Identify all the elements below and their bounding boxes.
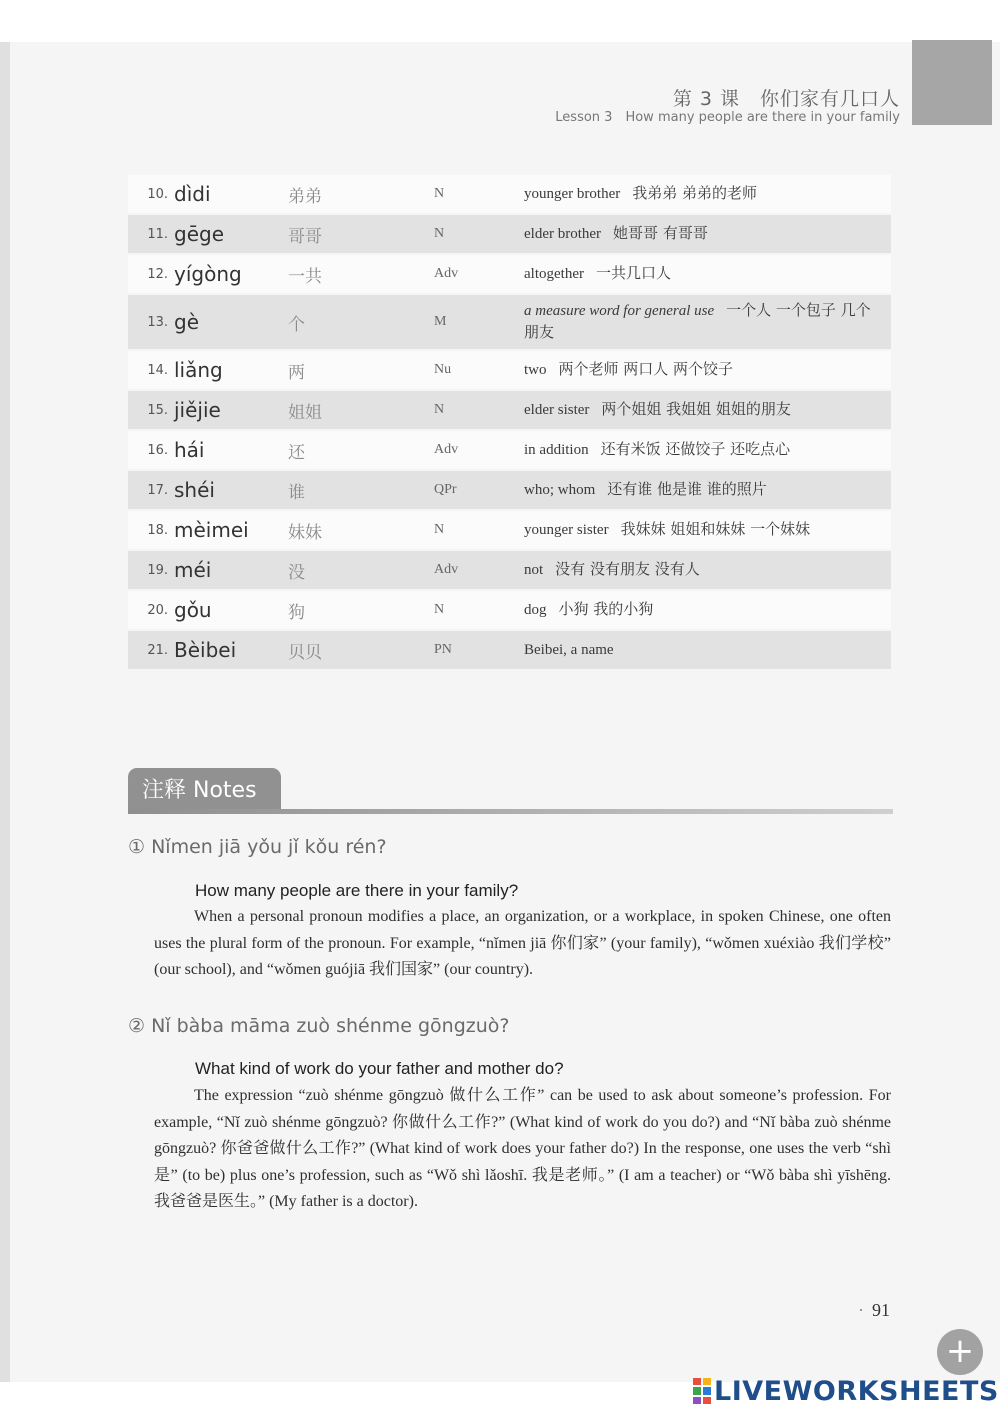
lesson-title-en: Lesson 3 How many people are there in your family [555, 110, 900, 125]
vocab-row [128, 431, 891, 469]
vocab-number: 10. [128, 175, 174, 213]
page-left-edge [0, 42, 10, 1382]
vocab-definition [524, 431, 891, 469]
note-1-question: ① Nǐmen jiā yǒu jǐ kǒu rén? [128, 836, 387, 858]
vocab-meaning: altogether [524, 266, 584, 282]
vocab-meaning: elder sister [524, 402, 590, 418]
vocab-pinyin: yígòng [174, 255, 284, 293]
vocab-hanzi: 狗 [284, 591, 434, 629]
vocab-definition [524, 591, 891, 629]
vocab-meaning: younger brother [524, 186, 621, 202]
page-number [858, 1300, 890, 1321]
add-button[interactable]: + [937, 1329, 983, 1375]
vocab-part-of-speech: Adv [434, 255, 524, 293]
vocab-examples: 还有谁 他是谁 谁的照片 [607, 480, 767, 498]
vocab-part-of-speech: N [434, 391, 524, 429]
vocab-definition [524, 255, 891, 293]
vocab-row [128, 255, 891, 293]
vocab-number: 16. [128, 431, 174, 469]
page-number-value: 91 [872, 1300, 890, 1320]
vocab-number: 12. [128, 255, 174, 293]
page-corner-tab [912, 40, 992, 125]
vocab-number: 11. [128, 215, 174, 253]
vocab-part-of-speech: M [434, 295, 524, 349]
liveworksheets-logo[interactable] [693, 1374, 999, 1408]
vocab-part-of-speech: N [434, 175, 524, 213]
vocab-part-of-speech: Nu [434, 351, 524, 389]
vocab-examples: 一共几口人 [595, 264, 671, 282]
vocab-definition [524, 215, 891, 253]
vocab-row [128, 175, 891, 213]
note-1-translation: How many people are there in your family? [195, 881, 519, 900]
vocab-hanzi: 姐姐 [284, 391, 434, 429]
vocab-row [128, 511, 891, 549]
vocab-definition [524, 511, 891, 549]
vocab-examples: 两个姐姐 我姐姐 姐姐的朋友 [601, 400, 791, 418]
vocab-row [128, 391, 891, 429]
vocab-definition [524, 551, 891, 589]
vocab-row [128, 471, 891, 509]
vocab-meaning: a measure word for general use [524, 303, 715, 319]
vocab-pinyin: mèimei [174, 511, 284, 549]
vocab-part-of-speech: N [434, 591, 524, 629]
vocab-hanzi: 还 [284, 431, 434, 469]
vocab-part-of-speech: Adv [434, 551, 524, 589]
notes-heading: 注释 Notes [128, 768, 281, 813]
vocab-pinyin: Bèibei [174, 631, 284, 669]
vocab-hanzi: 谁 [284, 471, 434, 509]
vocab-row [128, 351, 891, 389]
note-2-translation: What kind of work do your father and mother do? [195, 1059, 564, 1078]
vocab-pinyin: dìdi [174, 175, 284, 213]
vocab-row [128, 215, 891, 253]
vocab-number: 20. [128, 591, 174, 629]
vocab-pinyin: gǒu [174, 591, 284, 629]
vocab-definition [524, 351, 891, 389]
vocab-definition [524, 391, 891, 429]
note-2-explanation: The expression “zuò shénme gōngzuò 做什么工作” can be used to ask about someone’s profession. For example, “Nǐ zuò shénme gōngzuò? 你做什么工作?” (What kind of work do you do?) and “Nǐ bàba zuò shénme gōngzuò? 你爸爸做什么工作?” (What kind of work does your father do?) In the response, one uses the verb “shì 是” (to be) plus one’s profession, such as “Wǒ shì lǎoshī. 我是老师。” (I am a teacher) or “Wǒ bàba shì yīshēng. 我爸爸是医生。” (My father is a doctor). [154, 1087, 891, 1210]
liveworksheets-brand: LIVEWORKSHEETS [714, 1375, 999, 1407]
vocab-pinyin: gēge [174, 215, 284, 253]
vocab-pinyin: méi [174, 551, 284, 589]
vocab-examples: 两个老师 两口人 两个饺子 [558, 360, 734, 378]
vocab-number: 21. [128, 631, 174, 669]
vocab-definition [524, 471, 891, 509]
vocab-examples: 我弟弟 弟弟的老师 [632, 184, 757, 202]
vocab-meaning: who; whom [524, 482, 596, 498]
vocab-examples: 没有 没有朋友 没有人 [555, 560, 700, 578]
vocab-hanzi: 个 [284, 295, 434, 349]
vocab-examples: 她哥哥 有哥哥 [613, 224, 708, 242]
vocab-part-of-speech: N [434, 215, 524, 253]
vocab-row [128, 551, 891, 589]
vocab-number: 18. [128, 511, 174, 549]
vocab-pinyin: hái [174, 431, 284, 469]
note-1-explanation: When a personal pronoun modifies a place, an organization, or a workplace, in spoken Chinese, one often uses the plural form of the pronoun. For example, “nǐmen jiā 你们家” (your family), “wǒmen xuéxiào 我们学校” (our school), and “wǒmen guójiā 我们国家” (our country). [154, 908, 891, 978]
vocab-definition [524, 175, 891, 213]
note-2-question: ② Nǐ bàba māma zuò shénme gōngzuò? [128, 1015, 510, 1037]
vocabulary-table [128, 173, 891, 671]
vocab-hanzi: 哥哥 [284, 215, 434, 253]
vocab-definition [524, 631, 891, 669]
vocab-pinyin: shéi [174, 471, 284, 509]
page-number-bullet: · [858, 1300, 864, 1320]
vocab-meaning: in addition [524, 442, 589, 458]
vocab-number: 14. [128, 351, 174, 389]
vocab-part-of-speech: Adv [434, 431, 524, 469]
vocab-pinyin: liǎng [174, 351, 284, 389]
vocab-meaning: elder brother [524, 226, 602, 242]
vocab-hanzi: 两 [284, 351, 434, 389]
lesson-title-cn: 第 3 课 你们家有几口人 [672, 88, 900, 110]
vocab-row [128, 295, 891, 349]
vocab-meaning: Beibei, a name [524, 642, 614, 658]
vocab-part-of-speech: QPr [434, 471, 524, 509]
vocab-examples: 还有米饭 还做饺子 还吃点心 [600, 440, 791, 458]
vocab-number: 17. [128, 471, 174, 509]
vocab-meaning: not [524, 562, 544, 578]
vocab-definition [524, 295, 891, 349]
vocab-number: 13. [128, 295, 174, 349]
vocab-meaning: younger sister [524, 522, 609, 538]
vocab-meaning: two [524, 362, 547, 378]
vocab-row [128, 631, 891, 669]
vocab-examples: 小狗 我的小狗 [558, 600, 654, 618]
vocab-hanzi: 弟弟 [284, 175, 434, 213]
vocab-number: 15. [128, 391, 174, 429]
vocab-hanzi: 没 [284, 551, 434, 589]
notes-divider [128, 809, 893, 814]
vocab-examples: 我妹妹 姐姐和妹妹 一个妹妹 [620, 520, 811, 538]
vocab-part-of-speech: PN [434, 631, 524, 669]
vocab-meaning: dog [524, 602, 547, 618]
vocab-hanzi: 妹妹 [284, 511, 434, 549]
vocab-pinyin: gè [174, 295, 284, 349]
vocab-part-of-speech: N [434, 511, 524, 549]
vocab-pinyin: jiějie [174, 391, 284, 429]
vocab-examples: 一个人 一个包子 几个朋友 [524, 301, 871, 341]
vocab-hanzi: 一共 [284, 255, 434, 293]
vocab-row [128, 591, 891, 629]
liveworksheets-icon [693, 1378, 711, 1404]
vocab-hanzi: 贝贝 [284, 631, 434, 669]
vocab-number: 19. [128, 551, 174, 589]
